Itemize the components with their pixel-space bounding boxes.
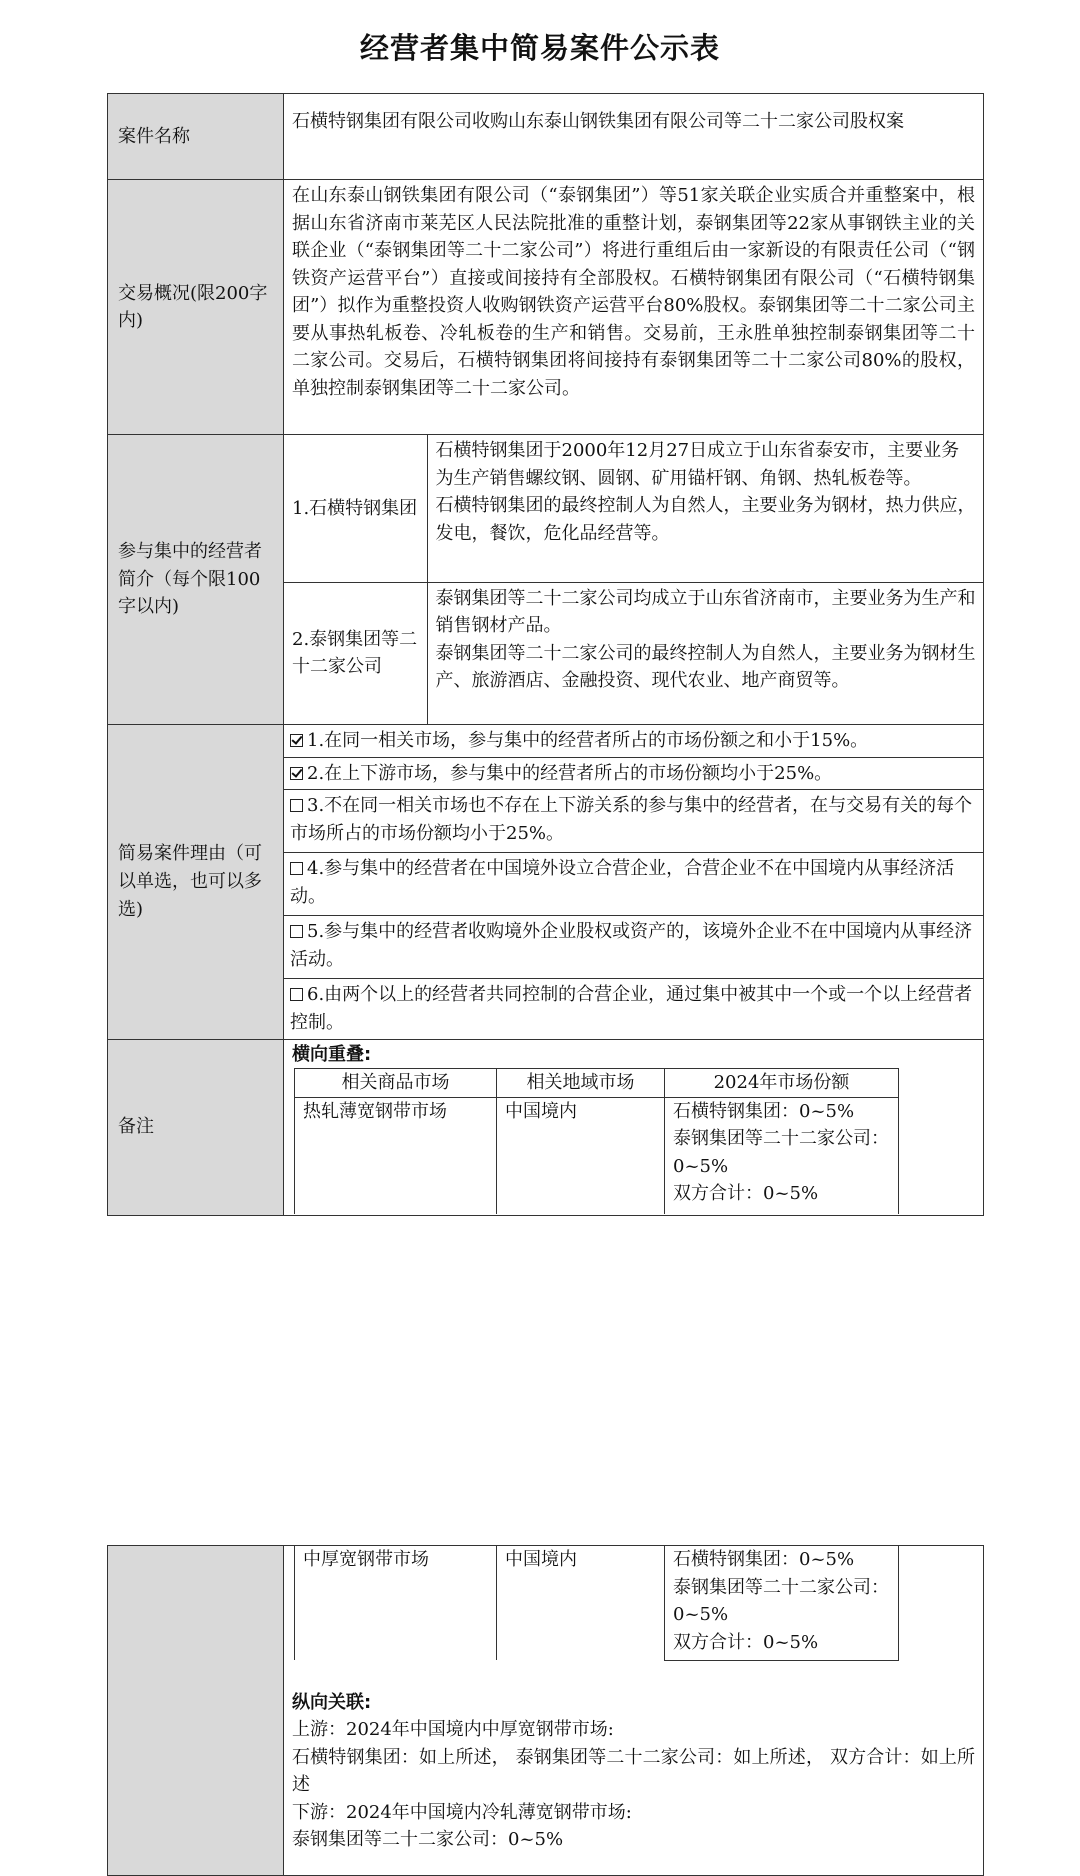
checked-checkbox-icon[interactable] [290, 734, 303, 747]
share-combined: 双方合计：0~5% [673, 1631, 819, 1653]
market-row [295, 1546, 899, 1660]
case-name-value: 石横特钢集团有限公司收购山东泰山钢铁集团有限公司等二十二家公司股权案 [284, 94, 984, 180]
market-share-table [294, 1068, 899, 1214]
participant-row [284, 582, 984, 724]
reason-option: 5.参与集中的经营者收购境外企业股权或资产的，该境外企业不在中国境内从事经济活动。 [284, 916, 983, 979]
header-region-market: 相关地域市场 [497, 1069, 665, 1098]
reason-option: 2.在上下游市场，参与集中的经营者所占的市场份额均小于25%。 [284, 757, 983, 790]
header-market-share: 2024年市场份额 [665, 1069, 899, 1098]
case-name-label: 案件名称 [108, 94, 284, 180]
reason-option: 1.在同一相关市场，参与集中的经营者所占的市场份额之和小于15%。 [284, 725, 983, 757]
participant-name: 2.泰钢集团等二十二家公司 [284, 582, 427, 724]
reason-option: 3.不在同一相关市场也不存在上下游关系的参与集中的经营者，在与交易有关的每个市场所占的市场份额均小于25%。 [284, 790, 983, 853]
remarks-continued-row [108, 1546, 984, 1876]
participant-row [284, 435, 984, 582]
case-table [107, 93, 984, 1216]
share-shiheng: 石横特钢集团：0~5% [673, 1100, 855, 1122]
downstream-text: 泰钢集团等二十二家公司：0~5% [292, 1829, 564, 1850]
product-market: 热轧薄宽钢带市场 [295, 1097, 497, 1214]
market-share-table-continued [294, 1546, 899, 1661]
participant-desc: 石横特钢集团于2000年12月27日成立于山东省泰安市，主要业务为生产销售螺纹钢、圆钢、矿用锚杆钢、角钢、热轧板卷等。 [435, 440, 960, 489]
participant-controller: 泰钢集团等二十二家公司的最终控制人为自然人，主要业务为钢材生产、旅游酒店、金融投资、现代农业、地产商贸等。 [435, 642, 976, 691]
participant-desc: 泰钢集团等二十二家公司均成立于山东省济南市，主要业务为生产和销售钢材产品。 [435, 587, 976, 636]
unchecked-checkbox-icon[interactable] [290, 862, 303, 875]
reasons-label: 简易案件理由（可以单选，也可以多选) [108, 725, 284, 1040]
product-market: 中厚宽钢带市场 [295, 1546, 497, 1660]
vertical-relation-title: 纵向关联: [292, 1691, 372, 1713]
checked-checkbox-icon[interactable] [290, 767, 303, 780]
header-product-market: 相关商品市场 [295, 1069, 497, 1098]
downstream-title: 下游：2024年中国境内冷轧薄宽钢带市场: [292, 1801, 632, 1823]
participants-label: 参与集中的经营者简介（每个限100字以内) [108, 435, 284, 725]
reasons-row [108, 725, 984, 1040]
share-shiheng: 石横特钢集团：0~5% [673, 1549, 855, 1570]
reason-option: 6.由两个以上的经营者共同控制的合营企业，通过集中被其中一个或一个以上经营者控制。 [284, 979, 983, 1039]
share-taigang: 泰钢集团等二十二家公司：0~5% [673, 1576, 889, 1625]
share-taigang: 泰钢集团等二十二家公司：0~5% [673, 1128, 889, 1177]
region-market: 中国境内 [497, 1097, 665, 1214]
market-header-row [295, 1069, 899, 1098]
horizontal-overlap-title: 横向重叠: [292, 1043, 372, 1065]
market-row [295, 1097, 899, 1214]
unchecked-checkbox-icon[interactable] [290, 988, 303, 1001]
unchecked-checkbox-icon[interactable] [290, 799, 303, 812]
unchecked-checkbox-icon[interactable] [290, 925, 303, 938]
upstream-title: 上游：2024年中国境内中厚宽钢带市场: [292, 1719, 614, 1740]
overview-text: 在山东泰山钢铁集团有限公司（“泰钢集团”）等51家关联企业实质合并重整案中，根据山东省济南市莱芜区人民法院批准的重整计划，泰钢集团等22家从事钢铁主业的关联企业（“泰钢集团等二十二家公司”）将进行重组后由一家新设的有限责任公司（“钢铁资产运营平台”）直接或间接持有全部股权。石横特钢集团有限公司（“石横特钢集团”）拟作为重整投资人收购钢铁资产运营平台80%股权。泰钢集团等二十二家公司主要从事热轧板卷、冷轧板卷的生产和销售。交易前，王永胜单独控制泰钢集团等二十二家公司。交易后，石横特钢集团将间接持有泰钢集团等二十二家公司80%的股权，单独控制泰钢集团等二十二家公司。 [284, 180, 984, 435]
overview-label: 交易概况(限200字内) [108, 180, 284, 435]
participant-controller: 石横特钢集团的最终控制人为自然人，主要业务为钢材，热力供应，发电，餐饮，危化品经营等。 [435, 495, 976, 544]
case-table-continued [107, 1545, 984, 1876]
page-title: 经营者集中简易案件公示表 [359, 31, 720, 65]
remarks-row [108, 1039, 984, 1215]
participants-table [284, 435, 984, 724]
region-market: 中国境内 [497, 1546, 665, 1660]
remarks-label: 备注 [108, 1039, 284, 1215]
participants-row [108, 435, 984, 725]
share-combined: 双方合计：0~5% [673, 1183, 819, 1204]
upstream-text: 石横特钢集团：如上所述， 泰钢集团等二十二家公司：如上所述， 双方合计：如上所述 [292, 1746, 975, 1795]
overview-row [108, 180, 984, 435]
reason-option: 4.参与集中的经营者在中国境外设立合营企业，合营企业不在中国境内从事经济活动。 [284, 853, 983, 916]
reasons-list [284, 725, 983, 1039]
participant-name: 1.石横特钢集团 [284, 435, 427, 582]
case-name-row [108, 94, 984, 180]
